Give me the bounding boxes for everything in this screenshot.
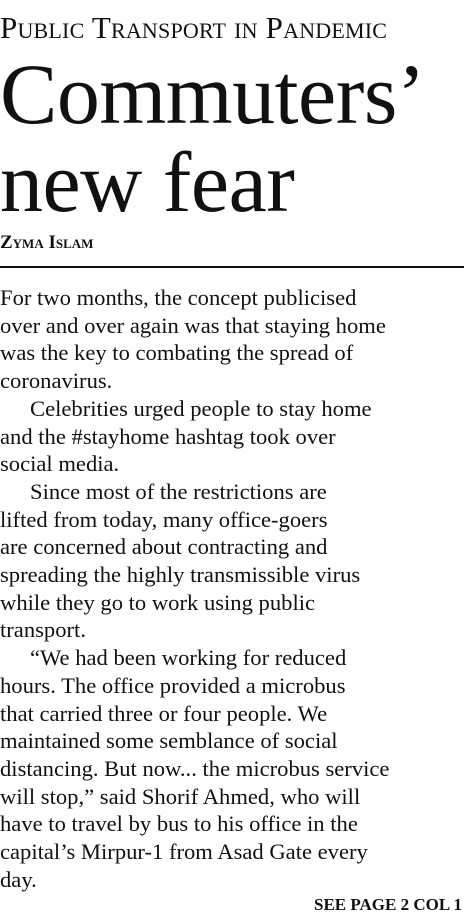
headline-line-1: Commuters’ <box>0 46 425 142</box>
body-line: distancing. But now... the microbus service <box>0 755 390 781</box>
body-line: social media. <box>0 451 120 477</box>
body-line: capital’s Mirpur-1 from Asad Gate every <box>0 839 368 865</box>
body-line: Celebrities urged people to stay home <box>30 395 372 421</box>
body-line: over and over again was that staying home <box>0 312 386 338</box>
article-body <box>0 284 464 893</box>
body-line: and the #stayhome hashtag took over <box>0 423 336 449</box>
body-line: coronavirus. <box>0 368 113 394</box>
body-line: was the key to combating the spread of <box>0 340 354 366</box>
body-line: have to travel by bus to his office in the <box>0 811 358 837</box>
body-line: maintained some semblance of social <box>0 728 338 754</box>
body-line: spreading the highly transmissible virus <box>0 562 361 588</box>
body-line: “We had been working for reduced <box>30 645 347 671</box>
byline-divider <box>0 266 464 268</box>
body-line: For two months, the concept publicised <box>0 285 357 310</box>
body-line: Since most of the restrictions are <box>30 478 327 504</box>
continuation-note: SEE PAGE 2 COL 1 <box>314 895 462 914</box>
body-line: are concerned about contracting and <box>0 534 328 560</box>
body-line: hours. The office provided a microbus <box>0 672 346 698</box>
kicker: Public Transport in Pandemic <box>0 10 388 45</box>
body-line: day. <box>0 866 37 892</box>
body-line: will stop,” said Shorif Ahmed, who will <box>0 783 361 809</box>
body-line: transport. <box>0 617 86 643</box>
headline-line-2: new fear <box>0 134 295 230</box>
body-line: while they go to work using public <box>0 589 316 615</box>
body-line: lifted from today, many office-goers <box>0 506 328 532</box>
byline: Zyma Islam <box>0 232 94 253</box>
headline <box>0 46 464 230</box>
body-line: that carried three or four people. We <box>0 700 328 726</box>
